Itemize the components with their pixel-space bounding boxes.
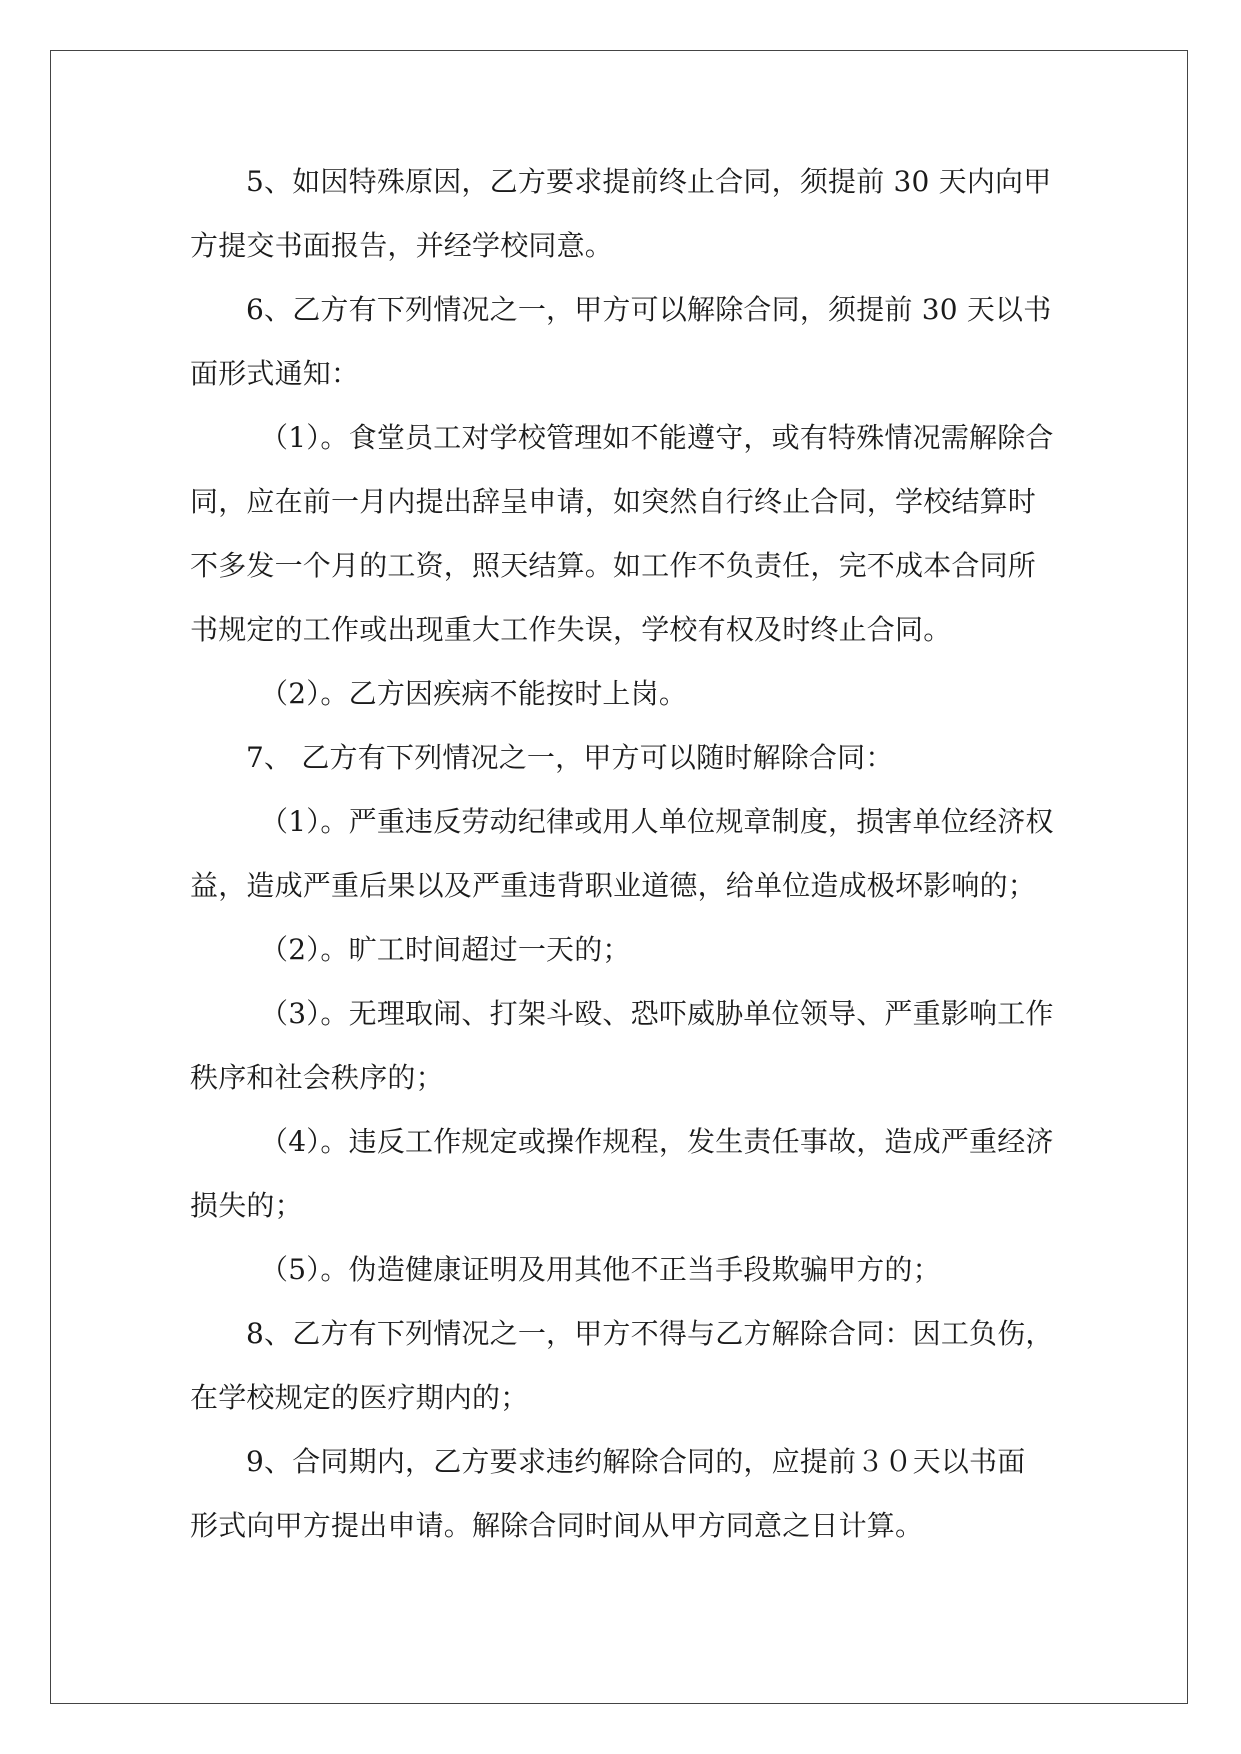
clause-6-item-1-line-4: 书规定的工作或出现重大工作失误，学校有权及时终止合同。 xyxy=(190,613,952,646)
clause-6-line-1: 6、乙方有下列情况之一，甲方可以解除合同，须提前 30 天以书 xyxy=(246,293,1052,326)
clause-6-item-2: （2）。乙方因疾病不能按时上岗。 xyxy=(260,677,688,710)
clause-6-item-1-line-3: 不多发一个月的工资，照天结算。如工作不负责任，完不成本合同所 xyxy=(190,549,1037,582)
clause-6-item-1-line-1: （1）。食堂员工对学校管理如不能遵守，或有特殊情况需解除合 xyxy=(260,421,1054,454)
clause-7-item-4-line-1: （4）。违反工作规定或操作规程，发生责任事故，造成严重经济 xyxy=(260,1125,1054,1158)
document-body xyxy=(190,150,1060,1558)
clause-7-item-3-line-2: 秩序和社会秩序的； xyxy=(190,1061,444,1094)
clause-6-line-2: 面形式通知： xyxy=(190,357,360,390)
clause-7-item-5: （5）。伪造健康证明及用其他不正当手段欺骗甲方的； xyxy=(260,1253,941,1286)
clause-7-item-4-line-2: 损失的； xyxy=(190,1189,303,1222)
clause-7-item-2: （2）。旷工时间超过一天的； xyxy=(260,933,631,966)
clause-7-item-1-line-1: （1）。严重违反劳动纪律或用人单位规章制度，损害单位经济权 xyxy=(260,805,1054,838)
clause-5-line-2: 方提交书面报告，并经学校同意。 xyxy=(190,229,614,262)
clause-9-line-1: 9、合同期内，乙方要求违约解除合同的，应提前３０天以书面 xyxy=(246,1445,1026,1478)
clause-7-item-1-line-2: 益，造成严重后果以及严重违背职业道德，给单位造成极坏影响的； xyxy=(190,869,1037,902)
clause-7-item-3-line-1: （3）。无理取闹、打架斗殴、恐吓威胁单位领导、严重影响工作 xyxy=(260,997,1054,1030)
clause-7-heading: 7、 乙方有下列情况之一，甲方可以随时解除合同： xyxy=(246,741,894,774)
clause-9-line-2: 形式向甲方提出申请。解除合同时间从甲方同意之日计算。 xyxy=(190,1509,924,1542)
clause-6-item-1-line-2: 同，应在前一月内提出辞呈申请，如突然自行终止合同，学校结算时 xyxy=(190,485,1037,518)
clause-5-line-1: 5、如因特殊原因，乙方要求提前终止合同，须提前 30 天内向甲 xyxy=(246,165,1052,198)
clause-8-line-1: 8、乙方有下列情况之一，甲方不得与乙方解除合同：因工负伤， xyxy=(246,1317,1054,1350)
clause-8-line-2: 在学校规定的医疗期内的； xyxy=(190,1381,529,1414)
